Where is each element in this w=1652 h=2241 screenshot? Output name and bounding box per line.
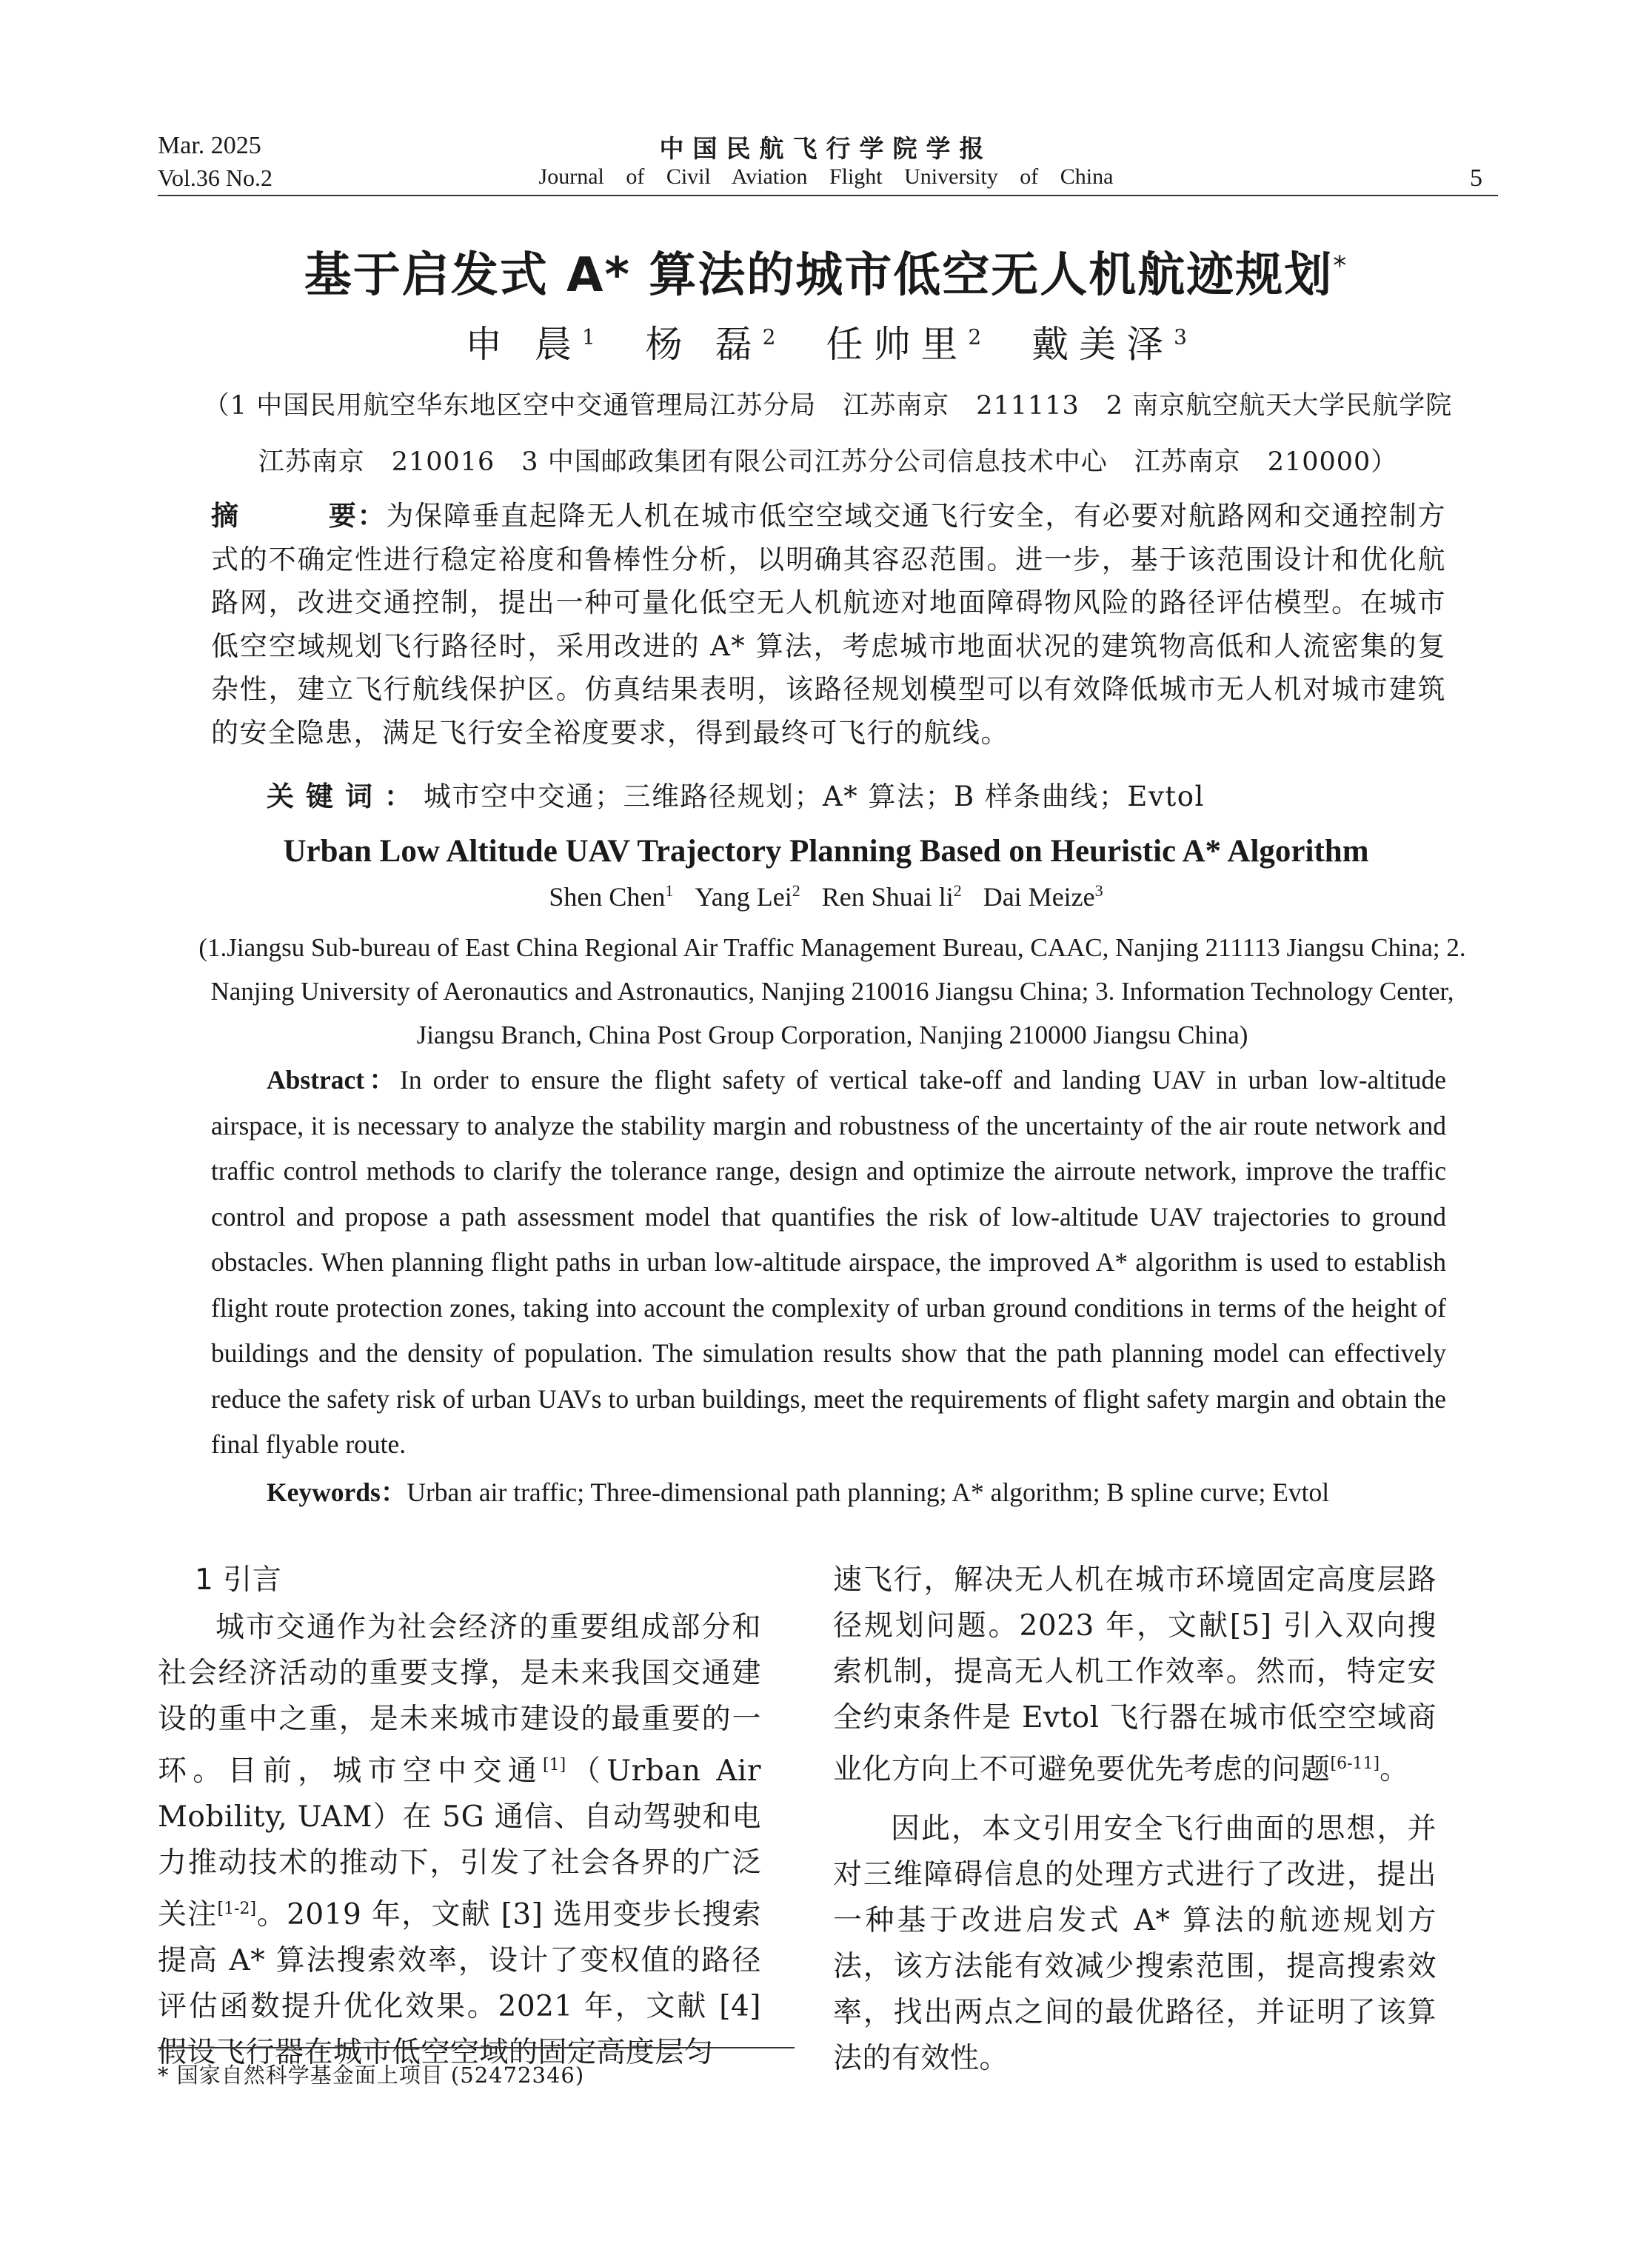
abstract-en-label: Abstract： [267, 1065, 400, 1095]
title-cn-text: 基于启发式 A* 算法的城市低空无人机航迹规划 [304, 248, 1334, 303]
keywords-en-label: Keywords： [267, 1477, 407, 1507]
issue-date: Mar. 2025 [158, 132, 261, 159]
author-name: Dai Meize [983, 882, 1095, 912]
author-affil-mark: 1 [665, 881, 674, 900]
body-paragraph [158, 1605, 761, 2076]
author-name: Shen Chen [549, 882, 666, 912]
body-paragraph: 因此，本文引用安全飞行曲面的思想，并对三维障碍信息的处理方式进行了改进，提出一种基于改进启发式 A* 算法的航迹规划方法，该方法能有效减少搜索范围，提高搜索效率，找出两点之间的最优路径，并证明了该算法的有效性。 [833, 1812, 1437, 2075]
citation: [1] [542, 1756, 566, 1774]
author-affil-mark: 3 [1174, 324, 1187, 350]
volume-number: Vol.36 No.2 [158, 164, 272, 191]
abstract-en [211, 1058, 1446, 1468]
author-cn [1031, 323, 1187, 366]
body-paragraph [833, 1557, 1437, 1793]
author-affil-mark: 2 [953, 881, 962, 900]
author-name: 任帅里 [826, 323, 969, 366]
author-affil-mark: 2 [762, 324, 776, 350]
author-affil-mark: 1 [581, 324, 595, 350]
funding-footnote: * 国家自然科学基金面上项目 (52472346) [158, 2063, 585, 2088]
section-heading: 1 引言 [195, 1563, 282, 1597]
author-name: Ren Shuai li [821, 882, 954, 912]
body-column-right [833, 1557, 1437, 2082]
author-name: 申 晨 [465, 323, 582, 366]
journal-name-en: Journal of Civil Aviation Flight University of China [538, 164, 1114, 189]
paragraph-text: 速飞行，解决无人机在城市环境固定高度层路径规划问题。2023 年，文献[5] 引入双向搜索机制，提高无人机工作效率。然而，特定安全约束条件是 Evtol 飞行器在城市低空空域商业化方向上不可避免要优先考虑的问题 [833, 1563, 1437, 1786]
abstract-en-text: In order to ensure the flight safety of vertical take-off and landing UAV in urban low-altitude airspace, it is necessary to analyze the stability margin and robustness of the uncertainty of the air route network and traffic control methods to clarify the tolerance range, design and optimize the airroute network, improve the traffic control and propose a path assessment model that quantifies the risk of low-altitude UAV trajectories to ground obstacles. When planning flight paths in urban low-altitude airspace, the improved A* algorithm is used to establish flight route protection zones, taking into account the complexity of urban ground conditions in terms of the height of buildings and the density of population. The simulation results show that the path planning model can effectively reduce the safety risk of urban UAVs to urban buildings, meet the requirements of flight safety margin and obtain the final flyable route. [211, 1065, 1446, 1459]
citation: [1-2] [217, 1900, 257, 1918]
author-cn [465, 323, 595, 366]
paper-title-en: Urban Low Altitude UAV Trajectory Planning Based on Heuristic A* Algorithm [283, 834, 1369, 869]
abstract-cn [211, 495, 1446, 755]
journal-name-cn: 中国民航飞行学院学报 [659, 134, 993, 163]
paragraph-text: （Urban Air Mobility, UAM）在 5G 通信、自动驾驶和电力推动技术的推动下，引发了社会各界的广泛关注 [158, 1754, 761, 1931]
affiliation-cn-line1: （1 中国民用航空华东地区空中交通管理局江苏分局 江苏南京 211113 2 南京航空航天大学民航学院 [203, 391, 1453, 421]
affiliation-cn-line2: 江苏南京 210016 3 中国邮政集团有限公司江苏分公司信息技术中心 江苏南京 210000） [258, 447, 1398, 477]
page-number: 5 [1470, 164, 1482, 192]
header-divider [158, 195, 1498, 196]
author-name: 杨 磊 [645, 323, 763, 366]
citation: [6-11] [1330, 1754, 1380, 1773]
author-affil-mark: 2 [792, 881, 800, 900]
paragraph-text: 。2019 年，文献 [3] 选用变步长搜索提高 A* 算法搜索效率，设计了变权值的路径评估函数提升优化效果。2021 年，文献 [4] 假设飞行器在城市低空空域的固定高度层匀 [158, 1898, 761, 2069]
paper-title-cn [0, 237, 1652, 305]
funding-mark: * [1333, 250, 1348, 281]
author-list-en [0, 881, 1652, 912]
author-name: 戴美泽 [1031, 323, 1174, 366]
author-en [822, 882, 962, 912]
abstract-label-char2: 要： [328, 500, 387, 532]
abstract-label-char1: 摘 [211, 500, 240, 532]
paragraph-text: 。 [1380, 1753, 1409, 1786]
keywords-cn-text: 城市空中交通；三维路径规划；A* 算法；B 样条曲线；Evtol [424, 781, 1205, 812]
keywords-en-text: Urban air traffic; Three-dimensional path planning; A* algorithm; B spline curve; Evtol [407, 1477, 1330, 1507]
abstract-cn-label [211, 500, 386, 532]
author-affil-mark: 3 [1094, 881, 1103, 900]
author-cn [826, 323, 981, 366]
author-name: Yang Lei [695, 882, 792, 912]
author-en [983, 882, 1103, 912]
author-affil-mark: 2 [968, 324, 982, 350]
body-column-left [158, 1557, 761, 2076]
footnote-divider [158, 2047, 795, 2048]
affiliation-en: (1.Jiangsu Sub-bureau of East China Regional Air Traffic Management Bureau, CAAC, Nanjing 211113 Jiangsu China; 2. Nanjing University of Aeronautics and Astronautics, Nanjing 210016 Jiangsu China; 3. Information Technology Center, Jiangsu Branch, China Post Group Corporation, Nanjing 210000 Jiangsu China) [198, 933, 1466, 1049]
author-cn [646, 323, 776, 366]
abstract-cn-text: 为保障垂直起降无人机在城市低空空域交通飞行安全，有必要对航路网和交通控制方式的不确定性进行稳定裕度和鲁棒性分析，以明确其容忍范围。进一步，基于该范围设计和优化航路网，改进交通控制，提出一种可量化低空无人机航迹对地面障碍物风险的路径评估模型。在城市低空空域规划飞行路径时，采用改进的 A* 算法，考虑城市地面状况的建筑物高低和人流密集的复杂性，建立飞行航线保护区。仿真结果表明，该路径规划模型可以有效降低城市无人机对城市建筑的安全隐患，满足飞行安全裕度要求，得到最终可飞行的航线。 [211, 500, 1447, 749]
author-en [549, 882, 673, 912]
keywords-cn [267, 774, 1451, 814]
paragraph-text: 城市交通作为社会经济的重要组成部分和社会经济活动的重要支撑，是未来我国交通建设的重中之重，是未来城市建设的最重要的一环。目前，城市空中交通 [158, 1611, 761, 1788]
keywords-cn-label: 关键词： [267, 781, 424, 812]
keywords-en [267, 1472, 1451, 1509]
author-list-cn [0, 315, 1652, 368]
author-en [695, 882, 800, 912]
